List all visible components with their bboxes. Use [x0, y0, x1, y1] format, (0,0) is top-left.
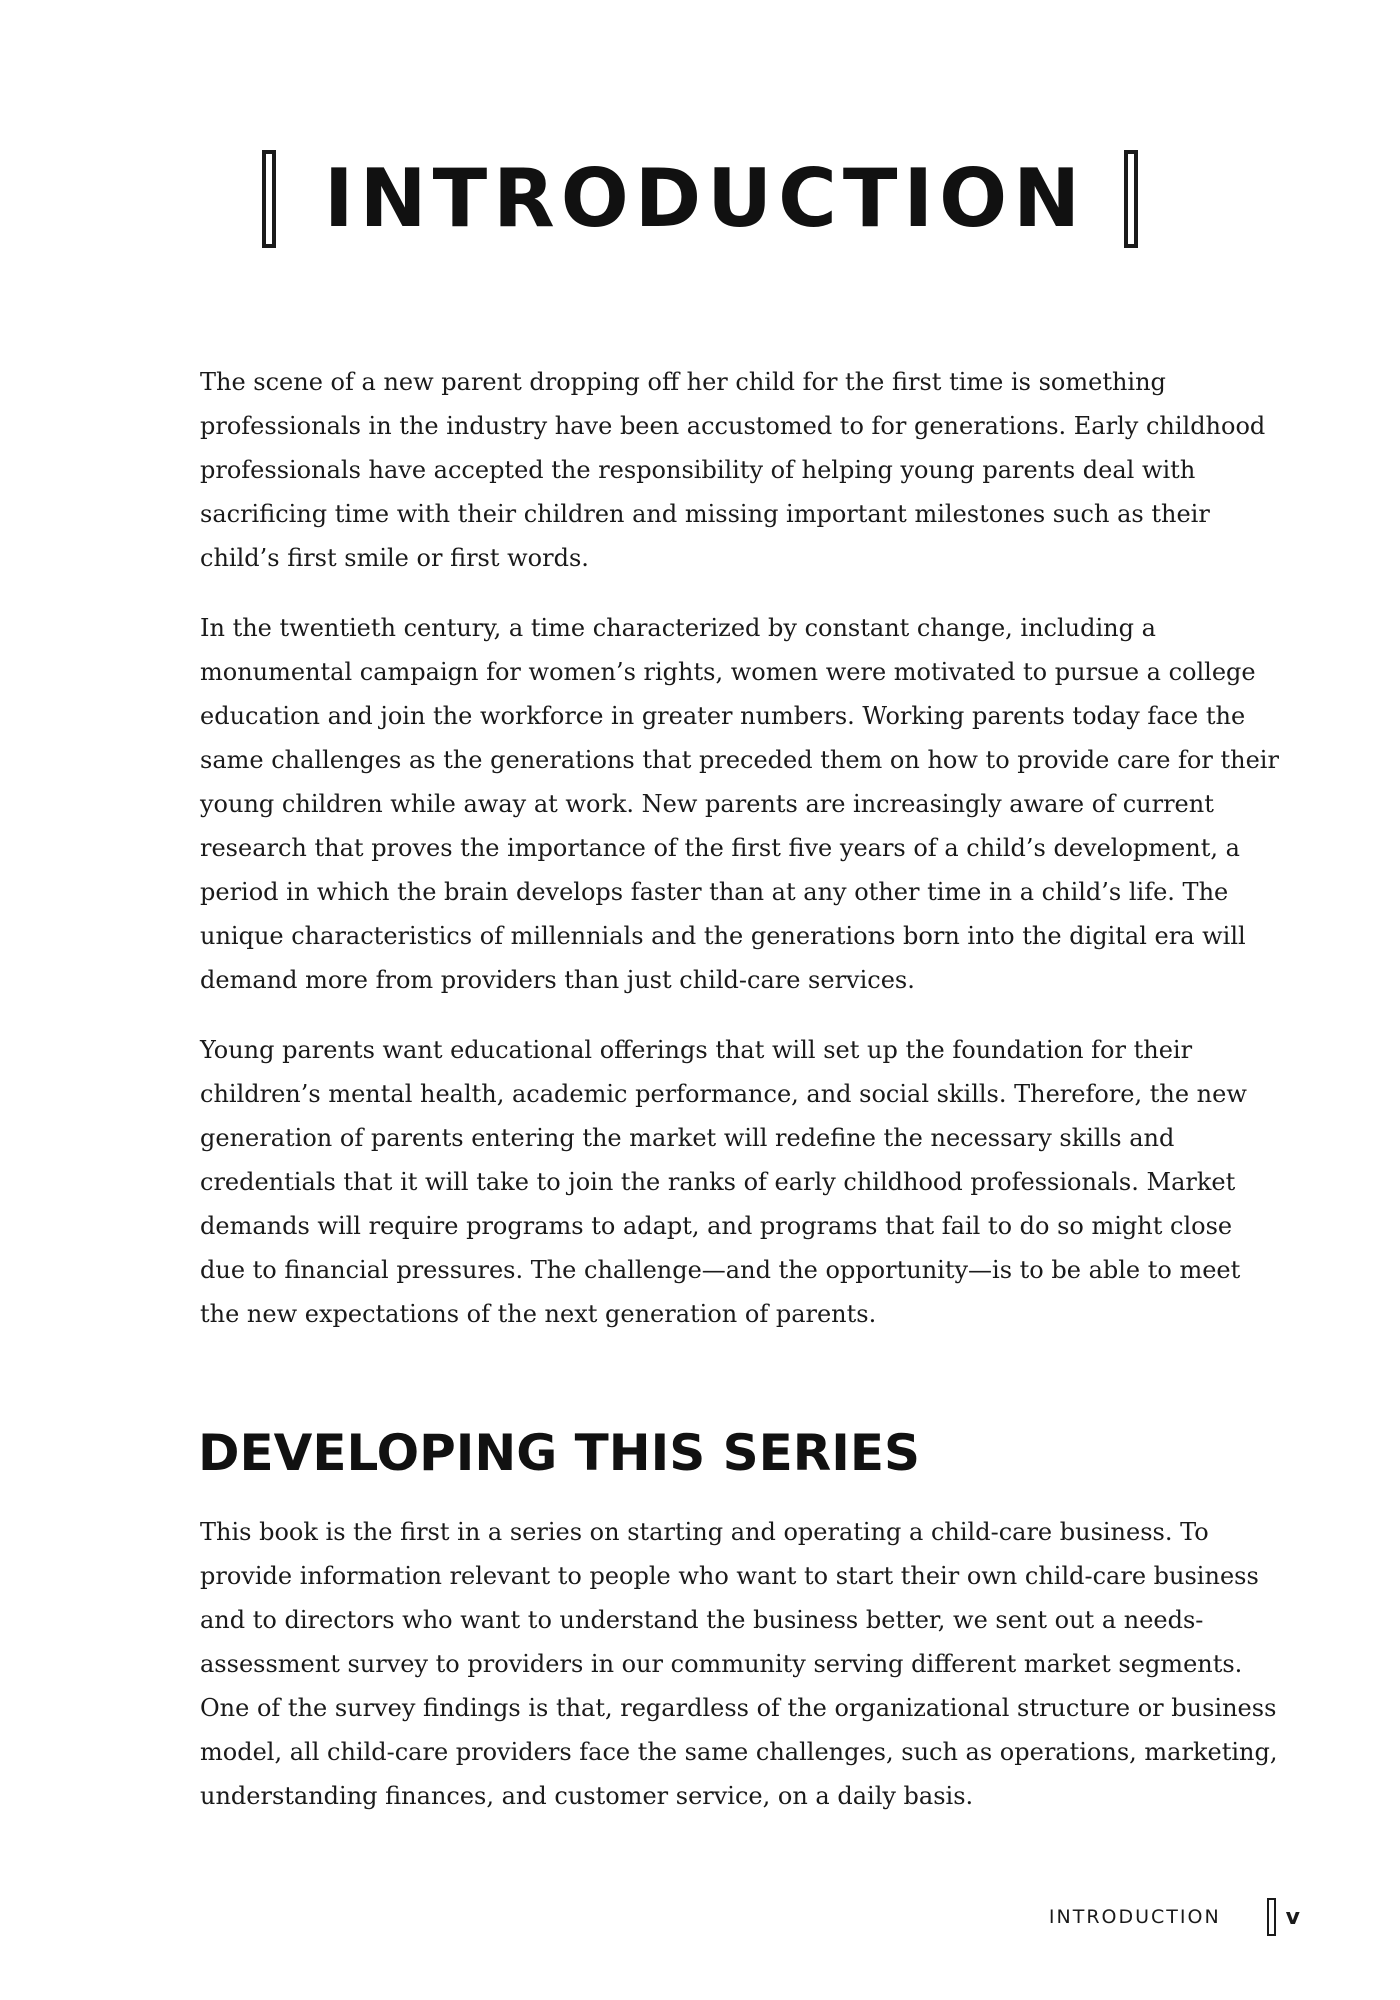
series-paragraph-1: This book is the first in a series on starting and operating a child-care business. To provide information relevant to people who want to start their own child-care business and to directors who want to understand the business better, we sent out a needs-assessment survey to providers in our community serving different market segments. One of the survey findings is that, regardless of the organizational structure or business model, all child-care providers face the same challenges, such as operations, marketing, understanding finances, and customer service, on a daily basis.	[200, 1518, 1278, 1810]
running-footer	[1049, 1898, 1300, 1936]
intro-paragraph-2: In the twentieth century, a time characterized by constant change, including a monumental campaign for women’s rights, women were motivated to pursue a college education and join the workforce in greater numbers. Working parents today face the same challenges as the generations that preceded them on how to provide care for their young children while away at work. New parents are increasingly aware of current research that proves the importance of the first five years of a child’s development, a period in which the brain develops faster than at any other time in a child’s life. The unique characteristics of millennials and the generations born into the digital era will demand more from providers than just child-care services.	[200, 614, 1279, 994]
page-number: v	[1285, 1904, 1300, 1930]
intro-body	[200, 360, 1280, 1362]
footer-bracket-ornament	[1267, 1898, 1276, 1936]
footer-section-label: INTRODUCTION	[1048, 1906, 1221, 1928]
chapter-title: INTRODUCTION	[323, 152, 1087, 245]
series-body	[200, 1510, 1280, 1844]
intro-paragraph-1: The scene of a new parent dropping off her child for the first time is something professionals in the industry have been accustomed to for generations. Early childhood professionals have accepted the responsibility of helping young parents deal with sacrificing time with their children and missing important milestones such as their child’s first smile or first words.	[200, 368, 1266, 572]
chapter-header	[0, 150, 1400, 248]
right-bracket-ornament	[1124, 150, 1138, 248]
intro-paragraph-3: Young parents want educational offerings that will set up the foundation for their children’s mental health, academic performance, and social skills. Therefore, the new generation of parents entering the market will redefine the necessary skills and credentials that it will take to join the ranks of early childhood professionals. Market demands will require programs to adapt, and programs that fail to do so might close due to financial pressures. The challenge—and the opportunity—is to be able to meet the new expectations of the next generation of parents.	[200, 1036, 1247, 1328]
section-heading: DEVELOPING THIS SERIES	[198, 1424, 921, 1482]
left-bracket-ornament	[262, 150, 276, 248]
